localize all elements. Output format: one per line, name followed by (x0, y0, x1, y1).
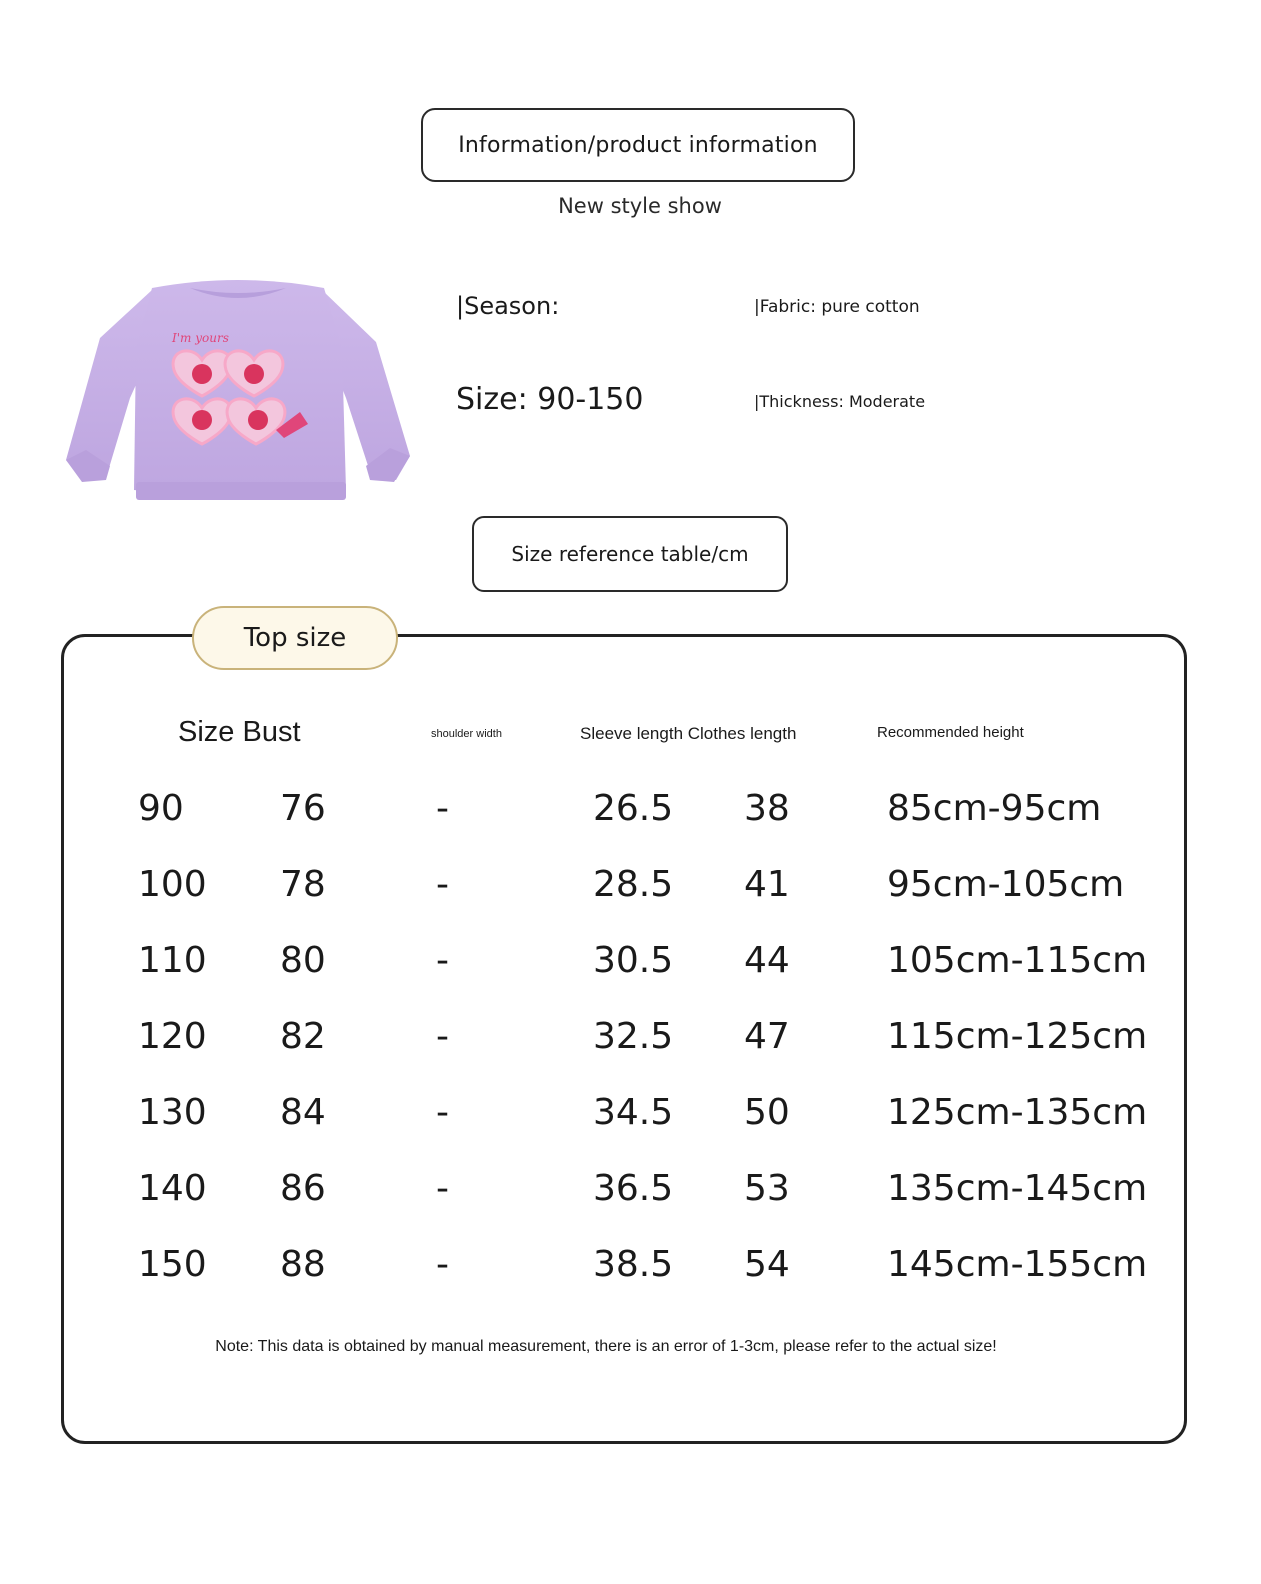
size-reference-box (472, 516, 788, 592)
cell-size: 110 (138, 940, 207, 981)
measurement-note: Note: This data is obtained by manual measurement, there is an error of 1-3cm, please refer to the actual size! (215, 1338, 997, 1355)
cell-size: 150 (138, 1244, 207, 1285)
cell-height: 115cm-125cm (887, 1016, 1148, 1057)
cell-bust: 82 (280, 1016, 326, 1057)
cell-sleeve: 26.5 (593, 788, 674, 829)
cell-clothes: 47 (744, 1016, 790, 1057)
header-shoulder-width: shoulder width (431, 728, 502, 740)
header-sleeve-clothes: Sleeve length Clothes length (580, 724, 797, 743)
cell-sleeve: 30.5 (593, 940, 674, 981)
cell-sleeve: 28.5 (593, 864, 674, 905)
cell-shoulder: - (436, 940, 449, 981)
cell-size: 90 (138, 788, 184, 829)
cell-height: 125cm-135cm (887, 1092, 1148, 1133)
print-text: I'm yours (172, 331, 229, 345)
cell-sleeve: 38.5 (593, 1244, 674, 1285)
cell-bust: 78 (280, 864, 326, 905)
cell-bust: 80 (280, 940, 326, 981)
info-title-box (421, 108, 855, 182)
cell-shoulder: - (436, 1244, 449, 1285)
thickness-label: |Thickness: Moderate (754, 392, 926, 411)
cell-size: 130 (138, 1092, 207, 1133)
cell-bust: 84 (280, 1092, 326, 1133)
cell-height: 105cm-115cm (887, 940, 1148, 981)
cell-height: 95cm-105cm (887, 864, 1125, 905)
top-size-tab (192, 606, 398, 670)
cell-height: 135cm-145cm (887, 1168, 1148, 1209)
size-range: Size: 90-150 (456, 382, 644, 417)
cell-height: 85cm-95cm (887, 788, 1102, 829)
product-image (60, 278, 416, 510)
cell-size: 100 (138, 864, 207, 905)
cell-clothes: 44 (744, 940, 790, 981)
cell-height: 145cm-155cm (887, 1244, 1148, 1285)
info-title: Information/product information (458, 132, 818, 158)
cell-clothes: 53 (744, 1168, 790, 1209)
header-size-bust: Size Bust (178, 716, 301, 748)
cell-bust: 86 (280, 1168, 326, 1209)
cell-shoulder: - (436, 1092, 449, 1133)
cell-clothes: 54 (744, 1244, 790, 1285)
cell-size: 120 (138, 1016, 207, 1057)
cell-sleeve: 36.5 (593, 1168, 674, 1209)
cell-clothes: 41 (744, 864, 790, 905)
cell-clothes: 50 (744, 1092, 790, 1133)
cell-shoulder: - (436, 788, 449, 829)
size-reference-label: Size reference table/cm (511, 542, 749, 566)
fabric-label: |Fabric: pure cotton (754, 297, 920, 317)
season-label: |Season: (456, 292, 560, 320)
cell-bust: 76 (280, 788, 326, 829)
cell-bust: 88 (280, 1244, 326, 1285)
header-recommended-height: Recommended height (877, 724, 1024, 741)
cell-shoulder: - (436, 1016, 449, 1057)
top-size-label: Top size (243, 623, 347, 653)
cell-sleeve: 32.5 (593, 1016, 674, 1057)
cell-shoulder: - (436, 864, 449, 905)
cell-clothes: 38 (744, 788, 790, 829)
subtitle: New style show (558, 194, 722, 218)
cell-shoulder: - (436, 1168, 449, 1209)
cell-sleeve: 34.5 (593, 1092, 674, 1133)
cell-size: 140 (138, 1168, 207, 1209)
